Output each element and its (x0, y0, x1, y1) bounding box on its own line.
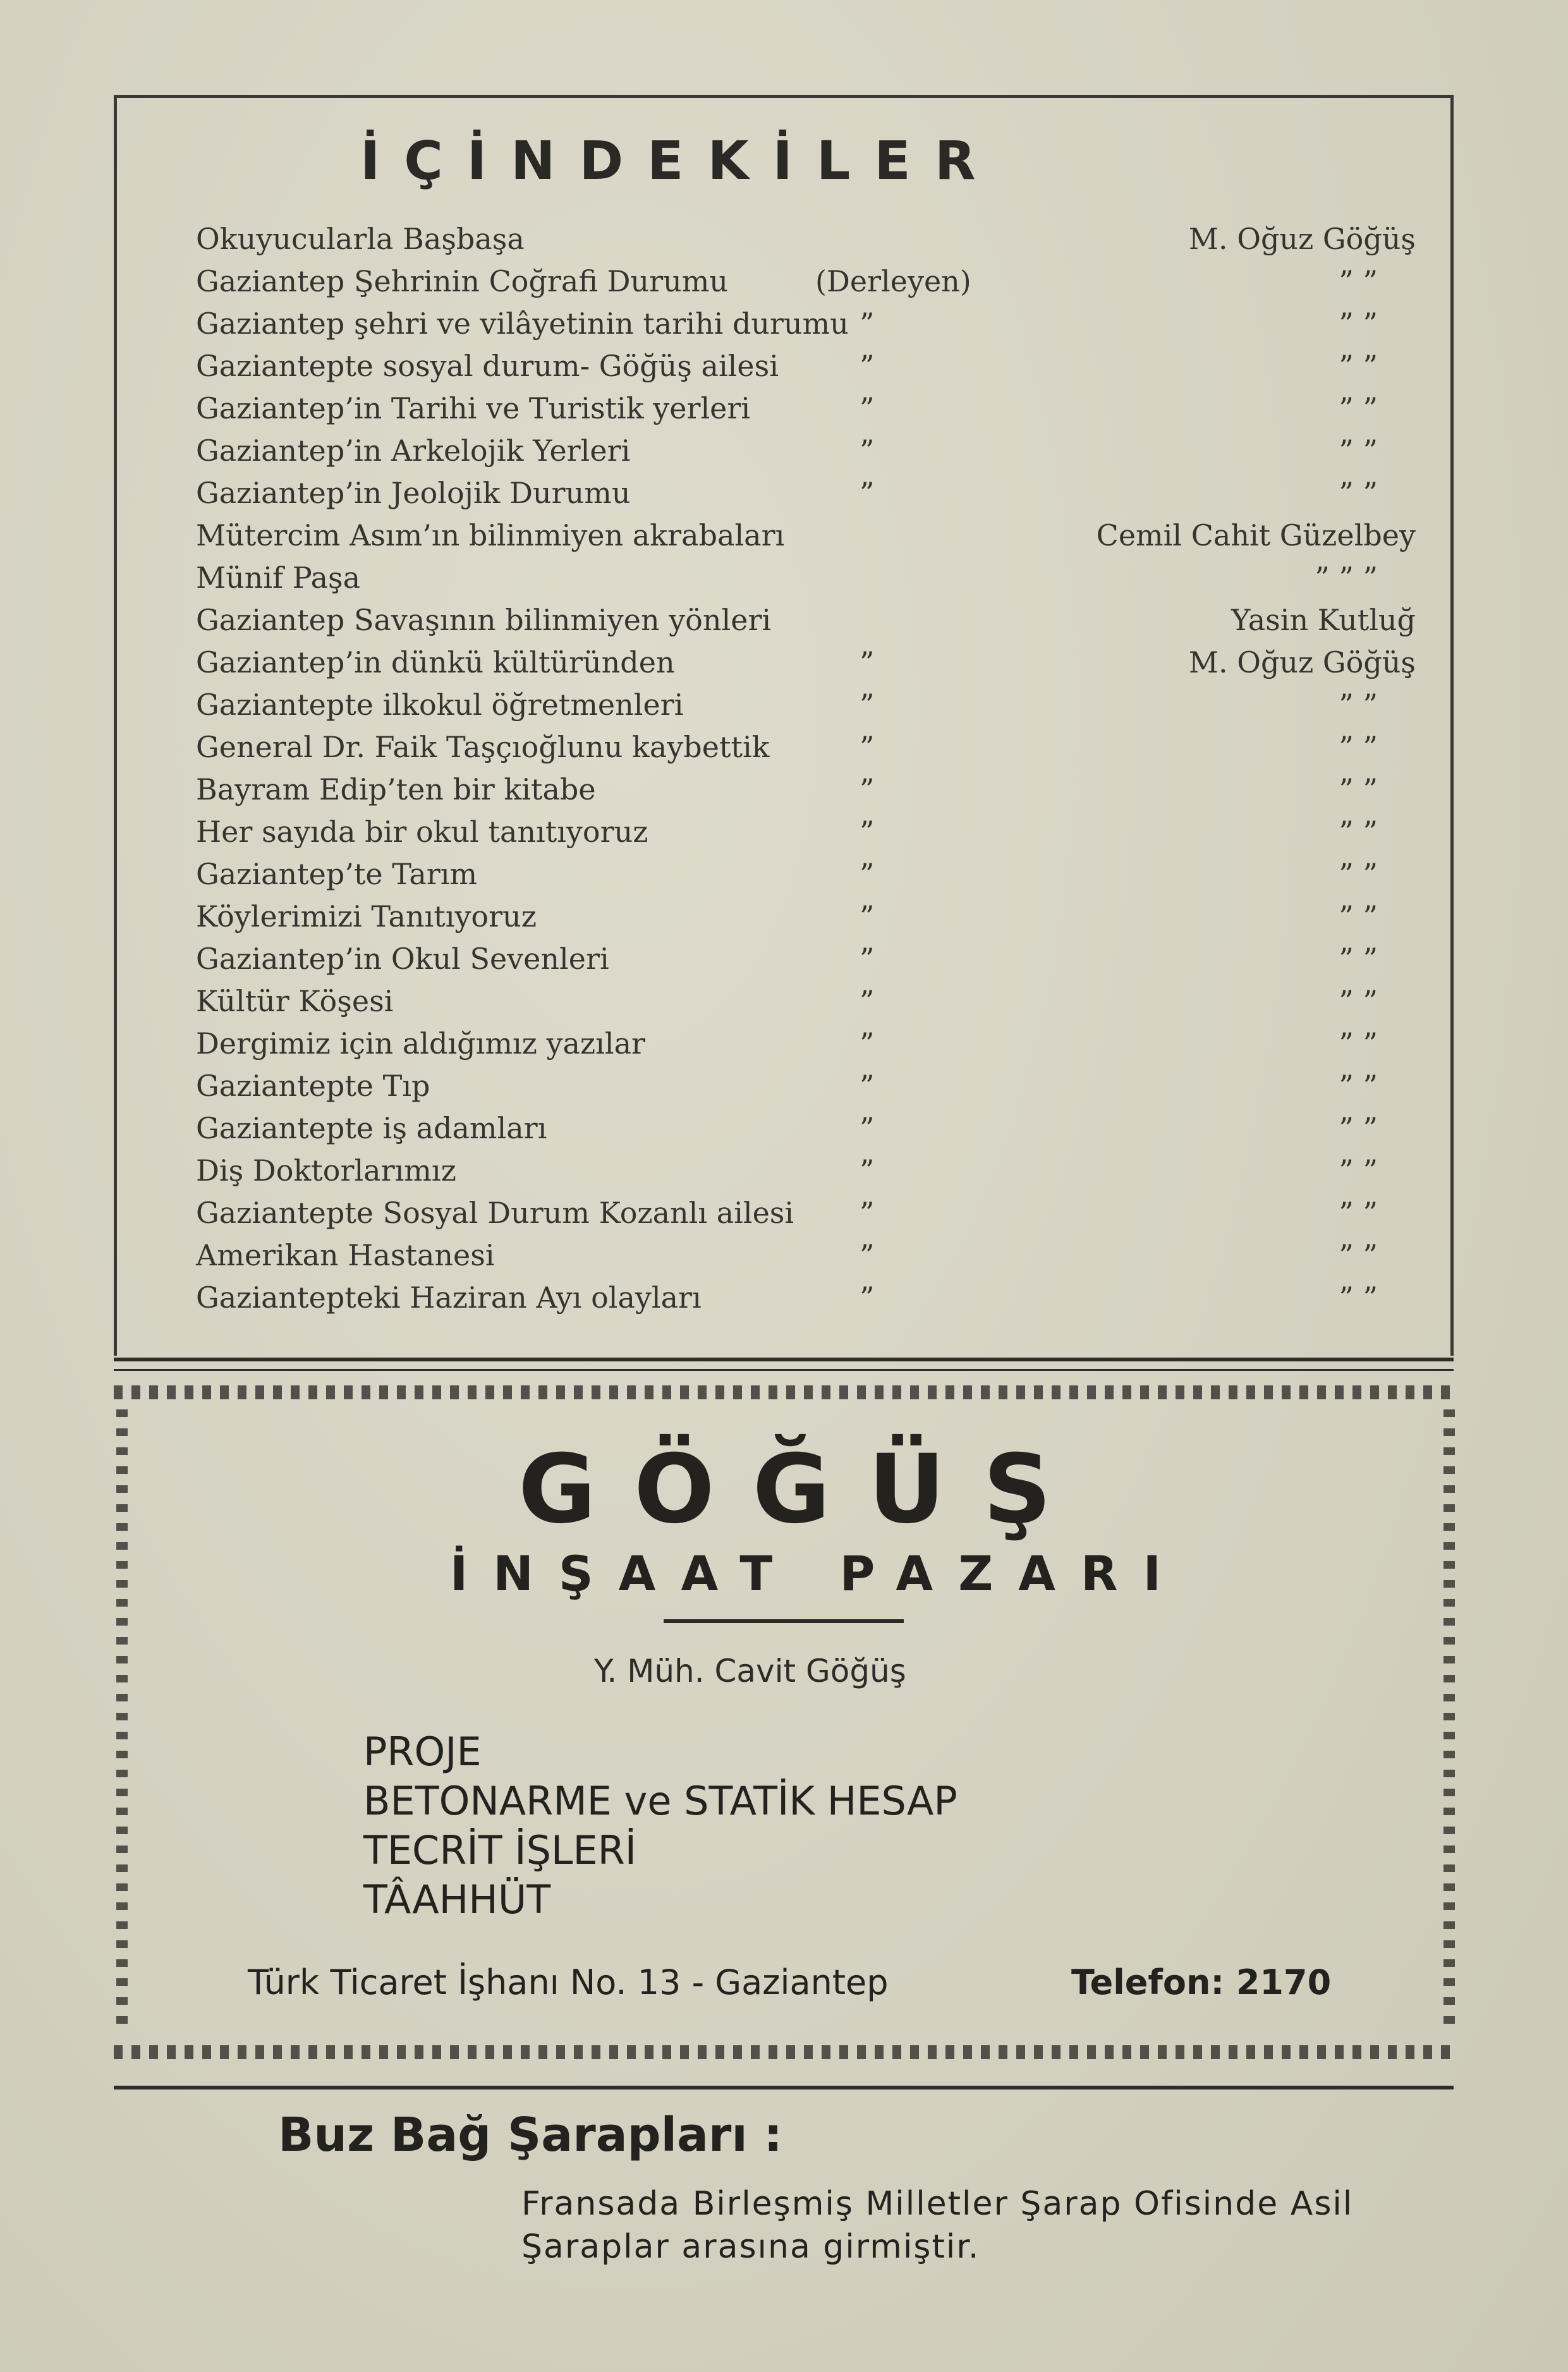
toc-ditto-mark: ” (860, 307, 875, 341)
toc-ditto-mark: ” (860, 476, 875, 510)
toc-author: ” ” (1339, 1153, 1378, 1188)
divider (114, 2086, 1454, 2089)
toc-title: İÇİNDEKİLER (360, 130, 1000, 192)
toc-row (196, 684, 1416, 726)
toc-author: ” ” (1339, 984, 1378, 1018)
toc-author: ” ” (1339, 688, 1378, 722)
ornament-border-bottom (114, 2045, 1454, 2059)
toc-row (196, 1277, 1416, 1319)
ad-service: BETONARME ve STATİK HESAP (363, 1778, 957, 1824)
toc-ditto-mark: ” (860, 1153, 875, 1188)
toc-ditto-mark: ” (860, 815, 875, 849)
toc-row (196, 387, 1416, 430)
toc-article-title: Gaziantepte sosyal durum- Göğüş ailesi (196, 349, 779, 383)
ornament-border-right (1443, 1409, 1455, 2035)
ad-service: TÂAHHÜT (363, 1876, 551, 1923)
toc-row (196, 1192, 1416, 1234)
toc-row (196, 599, 1416, 642)
toc-article-title: Gaziantep Şehrinin Coğrafi Durumu (196, 264, 729, 298)
toc-ditto-mark: ” (860, 1280, 875, 1315)
toc-row (196, 1107, 1416, 1150)
toc-article-title: Gaziantepteki Haziran Ayı olayları (196, 1280, 702, 1315)
toc-ditto-mark: ” (860, 1069, 875, 1103)
toc-row (196, 642, 1416, 684)
divider (114, 1369, 1454, 1371)
toc-row (196, 726, 1416, 769)
toc-article-title: Gaziantep’te Tarım (196, 857, 478, 891)
toc-row (196, 896, 1416, 938)
toc-author: ” ” (1339, 1196, 1378, 1230)
toc-ditto-mark: ” (860, 391, 875, 425)
toc-article-title: Münif Paşa (196, 561, 361, 595)
toc-author: Yasin Kutluğ (1231, 603, 1416, 637)
toc-article-title: General Dr. Faik Taşçıoğlunu kaybettik (196, 730, 770, 764)
toc-ditto-mark: ” (860, 857, 875, 891)
toc-author: ” ” (1339, 349, 1378, 383)
toc-article-title: Okuyucularla Başbaşa (196, 222, 525, 256)
toc-ditto-mark: ” (860, 688, 875, 722)
toc-row (196, 1023, 1416, 1065)
toc-row (196, 938, 1416, 980)
ornament-border-top (114, 1385, 1454, 1399)
toc-row (196, 1150, 1416, 1192)
toc-author: M. Oğuz Göğüş (1188, 645, 1416, 679)
toc-article-title: Amerikan Hastanesi (196, 1238, 495, 1272)
toc-article-title: Bayram Edip’ten bir kitabe (196, 772, 596, 806)
toc-ditto-mark: ” (860, 772, 875, 806)
ornament-border-left (116, 1409, 128, 2035)
toc-ditto-mark: ” (860, 984, 875, 1018)
toc-article-title: Diş Doktorlarımız (196, 1153, 456, 1188)
toc-author: ” ” (1339, 1111, 1378, 1145)
toc-ditto-mark: ” (860, 1026, 875, 1061)
divider (114, 1358, 1454, 1361)
toc-row (196, 218, 1416, 260)
toc-author: ” ” (1339, 857, 1378, 891)
toc-article-title: Gaziantep’in Arkelojik Yerleri (196, 434, 631, 468)
toc-row (196, 260, 1416, 303)
ad-address: Türk Ticaret İşhanı No. 13 - Gaziantep (248, 1962, 889, 2002)
toc-article-title: Gaziantepte iş adamları (196, 1111, 547, 1145)
toc-author: ” ” (1339, 476, 1378, 510)
toc-article-title: Gaziantep’in Tarihi ve Turistik yerleri (196, 391, 751, 425)
toc-ditto-mark: ” (860, 899, 875, 934)
toc-author: ” ” (1339, 1280, 1378, 1315)
toc-article-title: Dergimiz için aldığımız yazılar (196, 1026, 646, 1061)
toc-author: ” ” (1339, 264, 1378, 298)
toc-article-title: Gaziantep’in Okul Sevenleri (196, 942, 609, 976)
ad-service: TECRİT İŞLERİ (363, 1827, 637, 1873)
toc-author: ” ” (1339, 730, 1378, 764)
toc-ditto-mark: ” (860, 730, 875, 764)
toc-ditto-mark: ” (860, 1196, 875, 1230)
ad-owner-name: Y. Müh. Cavit Göğüş (594, 1653, 906, 1689)
toc-row (196, 811, 1416, 853)
toc-author: ” ” (1339, 772, 1378, 806)
toc-article-title: Gaziantepte Sosyal Durum Kozanlı ailesi (196, 1196, 794, 1230)
toc-author: ” ” (1339, 1026, 1378, 1061)
toc-row (196, 1234, 1416, 1277)
toc-row (196, 303, 1416, 345)
toc-row (196, 1065, 1416, 1107)
toc-ditto-mark: ” (860, 349, 875, 383)
toc-article-title: Gaziantep’in dünkü kültüründen (196, 645, 675, 679)
toc-author: ” ” (1339, 942, 1378, 976)
toc-ditto-mark: ” (860, 1111, 875, 1145)
toc-author: ” ” (1339, 1069, 1378, 1103)
toc-ditto-mark: ” (860, 645, 875, 679)
toc-article-title: Gaziantepte Tıp (196, 1069, 430, 1103)
wine-text-line: Fransada Birleşmiş Milletler Şarap Ofisinde Asil (521, 2185, 1354, 2223)
toc-ditto-mark: (Derleyen) (815, 264, 971, 298)
divider (664, 1619, 904, 1623)
toc-article-title: Mütercim Asım’ın bilinmiyen akrabaları (196, 518, 785, 552)
toc-row (196, 430, 1416, 472)
ad-title: GÖĞÜŞ (518, 1435, 1090, 1545)
toc-row (196, 853, 1416, 896)
toc-author: Cemil Cahit Güzelbey (1096, 518, 1416, 552)
toc-author: ” ” (1339, 899, 1378, 934)
toc-article-title: Köylerimizi Tanıtıyoruz (196, 899, 537, 934)
toc-article-title: Gaziantep Savaşının bilinmiyen yönleri (196, 603, 772, 637)
toc-article-title: Gaziantep’in Jeolojik Durumu (196, 476, 631, 510)
toc-article-title: Kültür Köşesi (196, 984, 394, 1018)
ad-phone: Telefon: 2170 (1071, 1962, 1332, 2002)
toc-article-title: Gaziantep şehri ve vilâyetinin tarihi durumu (196, 307, 849, 341)
toc-row (196, 769, 1416, 811)
toc-author: ” ” ” (1315, 561, 1378, 595)
toc-row (196, 557, 1416, 599)
toc-ditto-mark: ” (860, 434, 875, 468)
toc-author: ” ” (1339, 307, 1378, 341)
toc-article-title: Her sayıda bir okul tanıtıyoruz (196, 815, 648, 849)
ad-service: PROJE (363, 1729, 482, 1775)
toc-row (196, 345, 1416, 387)
toc-author: ” ” (1339, 1238, 1378, 1272)
toc-row (196, 472, 1416, 514)
toc-ditto-mark: ” (860, 1238, 875, 1272)
toc-author: ” ” (1339, 815, 1378, 849)
toc-author: M. Oğuz Göğüş (1188, 222, 1416, 256)
toc-ditto-mark: ” (860, 942, 875, 976)
toc-author: ” ” (1339, 391, 1378, 425)
toc-row (196, 514, 1416, 557)
toc-author: ” ” (1339, 434, 1378, 468)
wine-title: Buz Bağ Şarapları : (278, 2108, 783, 2162)
toc-article-title: Gaziantepte ilkokul öğretmenleri (196, 688, 684, 722)
wine-text-line: Şaraplar arasına girmiştir. (521, 2228, 980, 2266)
toc-row (196, 980, 1416, 1023)
ad-subtitle: İNŞAAT PAZARI (450, 1545, 1186, 1602)
